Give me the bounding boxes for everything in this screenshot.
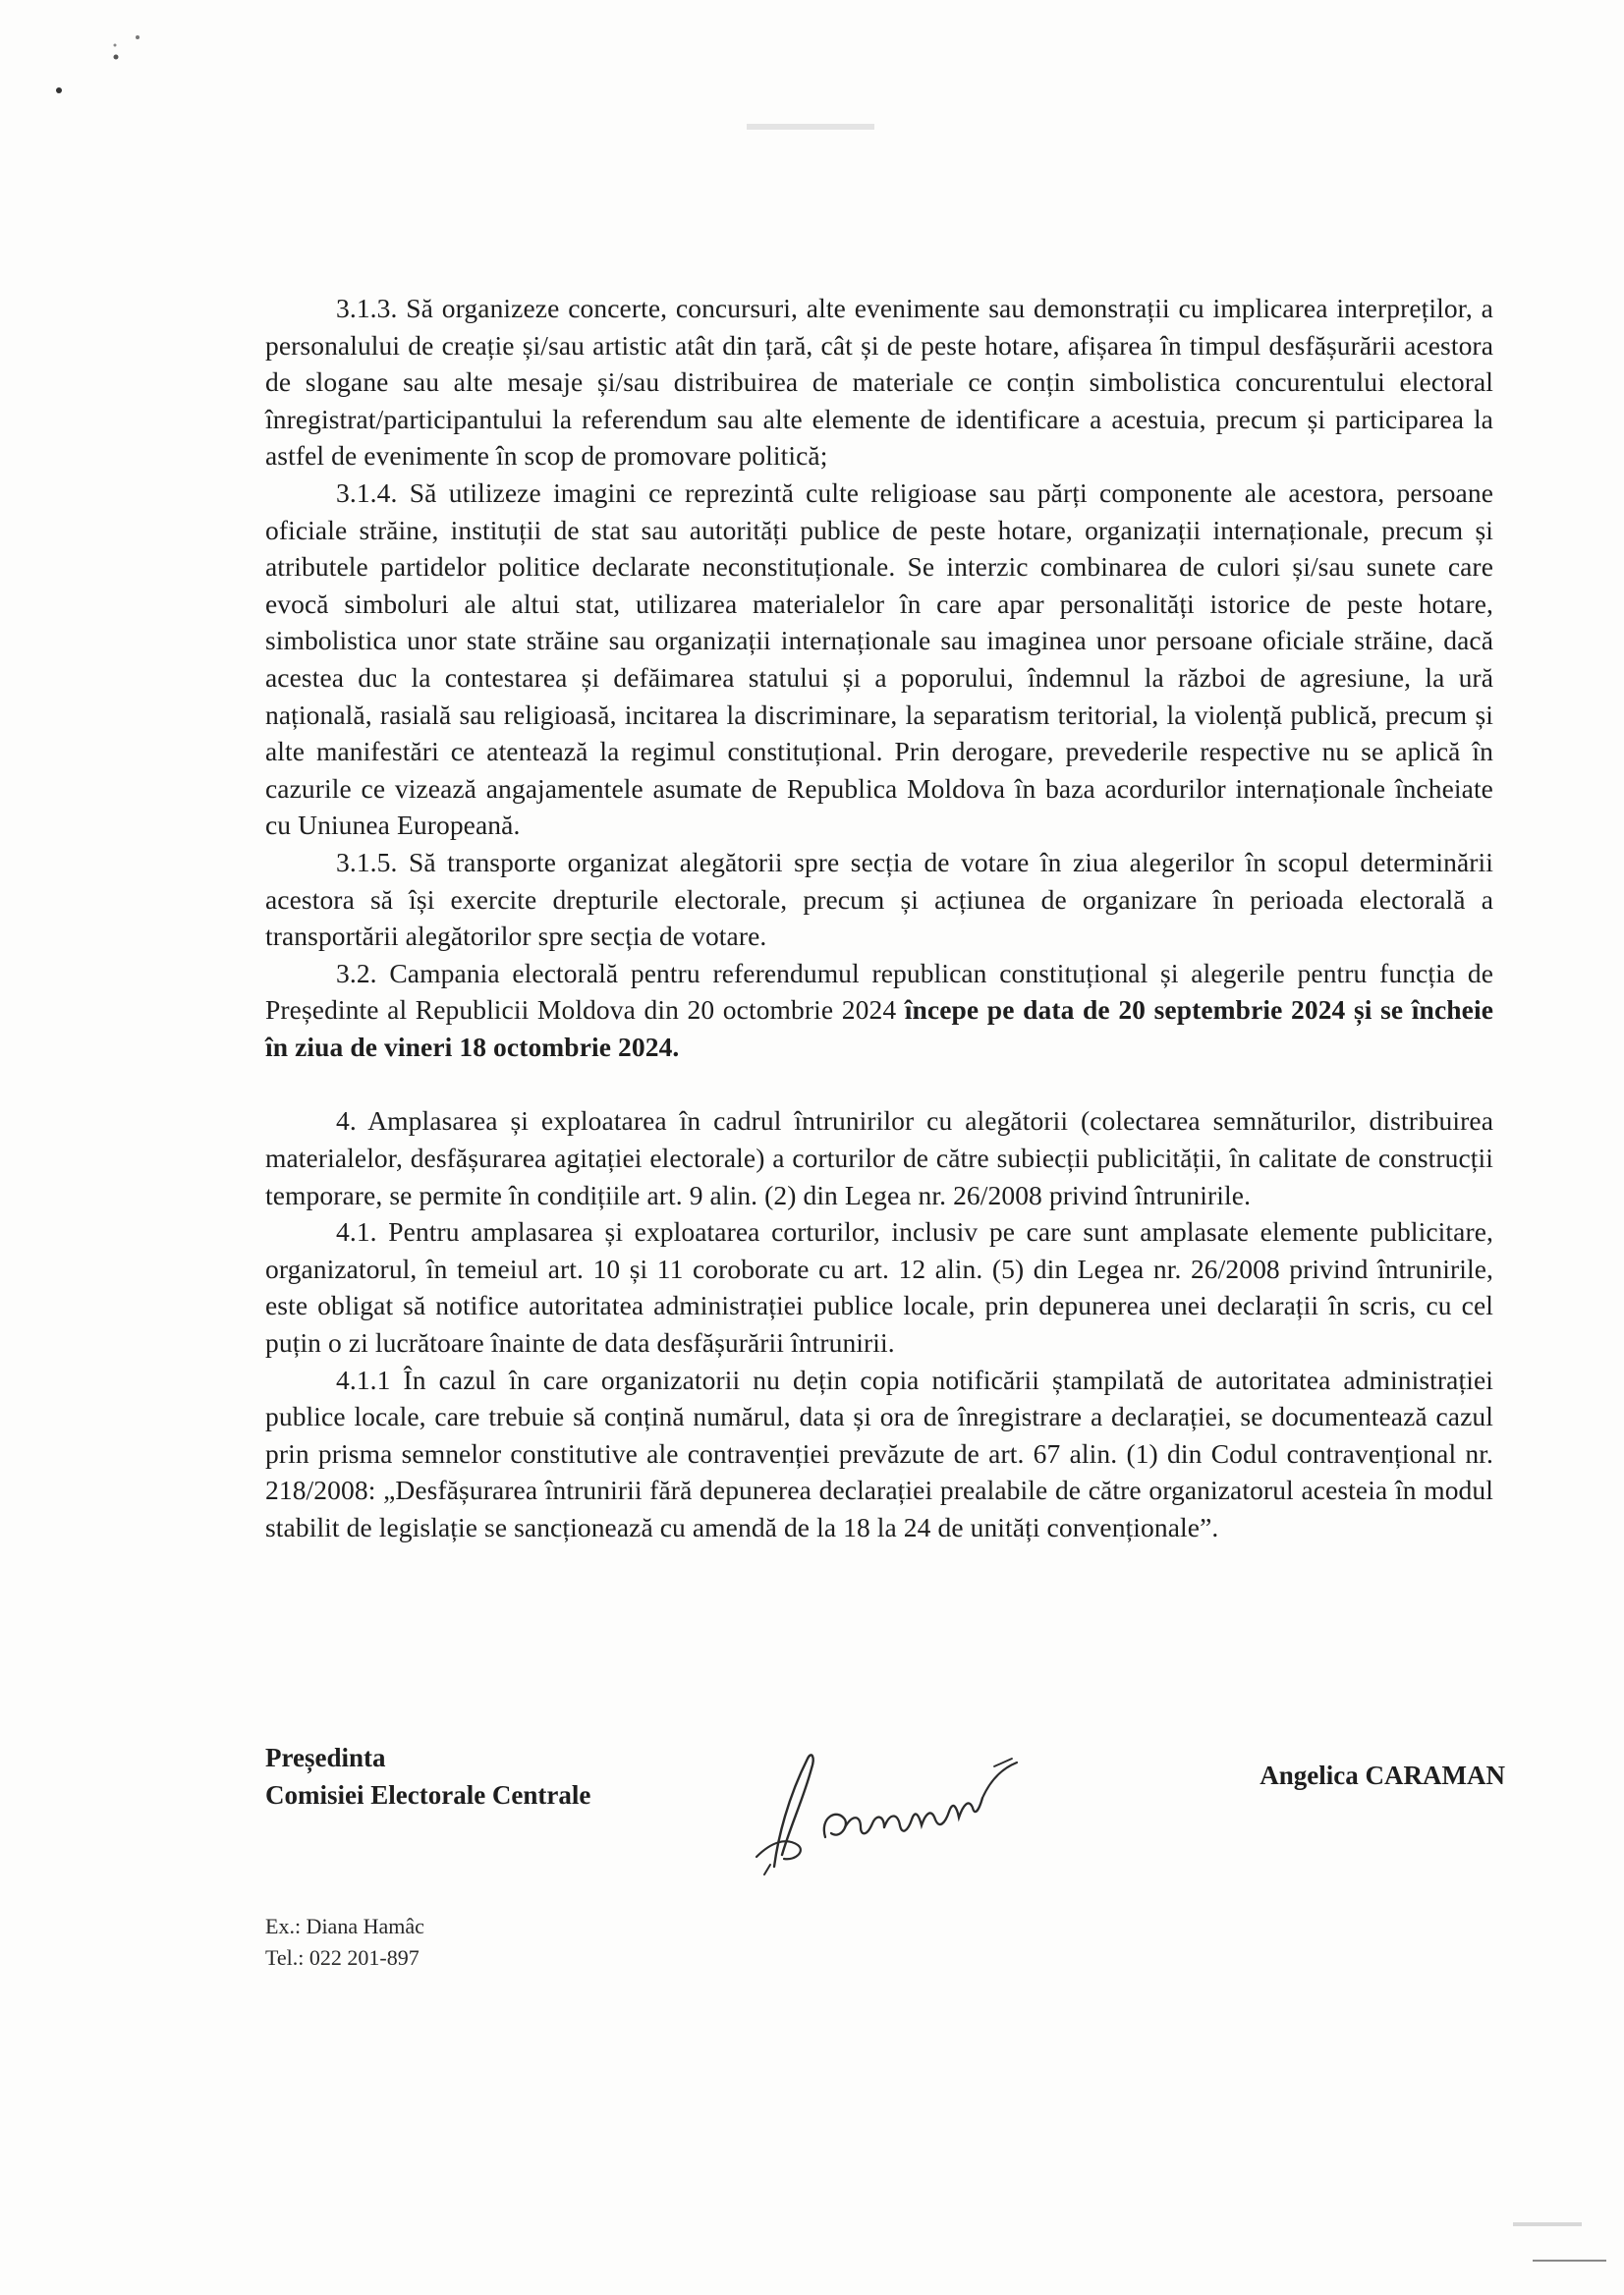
signatory-title-line1: Președinta [265,1743,386,1772]
paragraph-4 [265,1102,1493,1213]
signatory-title-line2: Comisiei Electorale Centrale [265,1780,591,1810]
paragraph-text: 4.1.1 În cazul în care organizatorii nu dețin copia notificării ștampilată de autoritatea administrației publice locale, care trebuie să conțină numărul, data și ora de înregistrare a declarației, se documentează cazul prin prisma semnelor constitutive ale contravenției prevăzute de art. 67 alin. (1) din Codul contravențional nr. 218/2008: „Desfășurarea întrunirii fără depunerea declarației prealabile de către organizatorul acesteia în modul stabilit de legislație se sancționează cu amendă de la 18 la 24 de unități convenționale”. [265,1364,1493,1542]
handwritten-signature [717,1729,1041,1876]
paragraph-text: 3.1.3. Să organizeze concerte, concursuri, alte evenimente sau demonstrații cu implicarea interpreților, a personalului de creație și/sau artistic atât din țară, cât și de peste hotare, afișarea în timpul desfășurării acestora de slogane sau alte mesaje și/sau distribuirea de materiale ce conțin simbolistica concurentului electoral înregistrat/participantului la referendum sau alte elemente de identificare a acestuia, precum și participarea la astfel de evenimente în scop de promovare politică; [265,293,1493,472]
paragraph-4-1 [265,1213,1493,1361]
executor-name: Ex.: Diana Hamâc [265,1914,424,1938]
bottom-divider [1533,2260,1606,2262]
paragraph-text: 3.1.5. Să transporte organizat alegătorii spre secția de votare în ziua alegerilor în scopul determinării acestora să își exercite drepturile electorale, precum și acțiunea de organizare în perioada electorală a transportării alegătorilor spre secția de votare. [265,846,1493,952]
paragraph-bold-text: începe pe data de 20 septembrie 2024 și se încheie în ziua de vineri 18 octombrie 2024. [265,994,1493,1062]
paragraph-text: 3.1.4. Să utilizeze imagini ce reprezintă culte religioase sau părți componente ale acestora, persoane oficiale străine, instituții de stat sau autorități publice de peste hotare, organizații internaționale, precum și atributele partidelor politice declarate neconstituționale. Se interzic combinarea de culori și/sau sunete care evocă simboluri ale altui stat, utilizarea materialelor în care apar personalități istorice de peste hotare, simbolistica unor state străine sau organizații internaționale sau imaginea unor persoane oficiale străine, dacă acestea duc la contestarea și defăimarea statului și a poporului, îndemnul la război de agresiune, la ură națională, rasială sau religioasă, incitarea la discriminare, la separatism teritorial, la violență publică, precum și alte manifestări ce atentează la regimul constituțional. Prin derogare, prevederile respective nu se aplică în cazurile ce vizează angajamentele asumate de Republica Moldova în baza acordurilor internaționale încheiate cu Uniunea Europeană. [265,476,1493,841]
paragraph-text: 3.2. Campania electorală pentru referendumul republican constituțional și alegerile pentru funcția de Președinte al Republicii Moldova din 20 octombrie 2024 [265,957,1493,1026]
paragraph-text: 4.1. Pentru amplasarea și exploatarea corturilor, inclusiv pe care sunt amplasate elemente publicitare, organizatorul, în temeiul art. 10 și 11 coroborate cu art. 12 alin. (5) din Legea nr. 26/2008 privind întrunirile, este obligat să notifice autoritatea administrației publice locale, prin depunerea unei declarații în scris, cu cel puțin o zi lucrătoare înainte de data desfășurării întrunirii. [265,1216,1493,1359]
paragraph-text: 4. Amplasarea și exploatarea în cadrul întrunirilor cu alegătorii (colectarea semnăturilor, distribuirea materialelor, desfășurarea agitației electorale) a corturilor de către subiecții publicității, în calitate de construcții temporare, se permite în condițiile art. 9 alin. (2) din Legea nr. 26/2008 privind întrunirile. [265,1105,1493,1210]
signatory-name: Angelica CARAMAN [1260,1761,1505,1790]
signatory-title [265,1739,590,1814]
paragraph-4-1-1 [265,1362,1493,1546]
executor-phone: Tel.: 022 201-897 [265,1945,420,1970]
signature-block [265,1739,1505,1896]
paragraph-3-2 [265,955,1493,1066]
paragraph-3-1-5 [265,844,1493,955]
executor-info [265,1911,424,1974]
document-body [265,290,1493,1546]
paragraph-3-1-4 [265,475,1493,844]
paragraph-3-1-3 [265,290,1493,475]
